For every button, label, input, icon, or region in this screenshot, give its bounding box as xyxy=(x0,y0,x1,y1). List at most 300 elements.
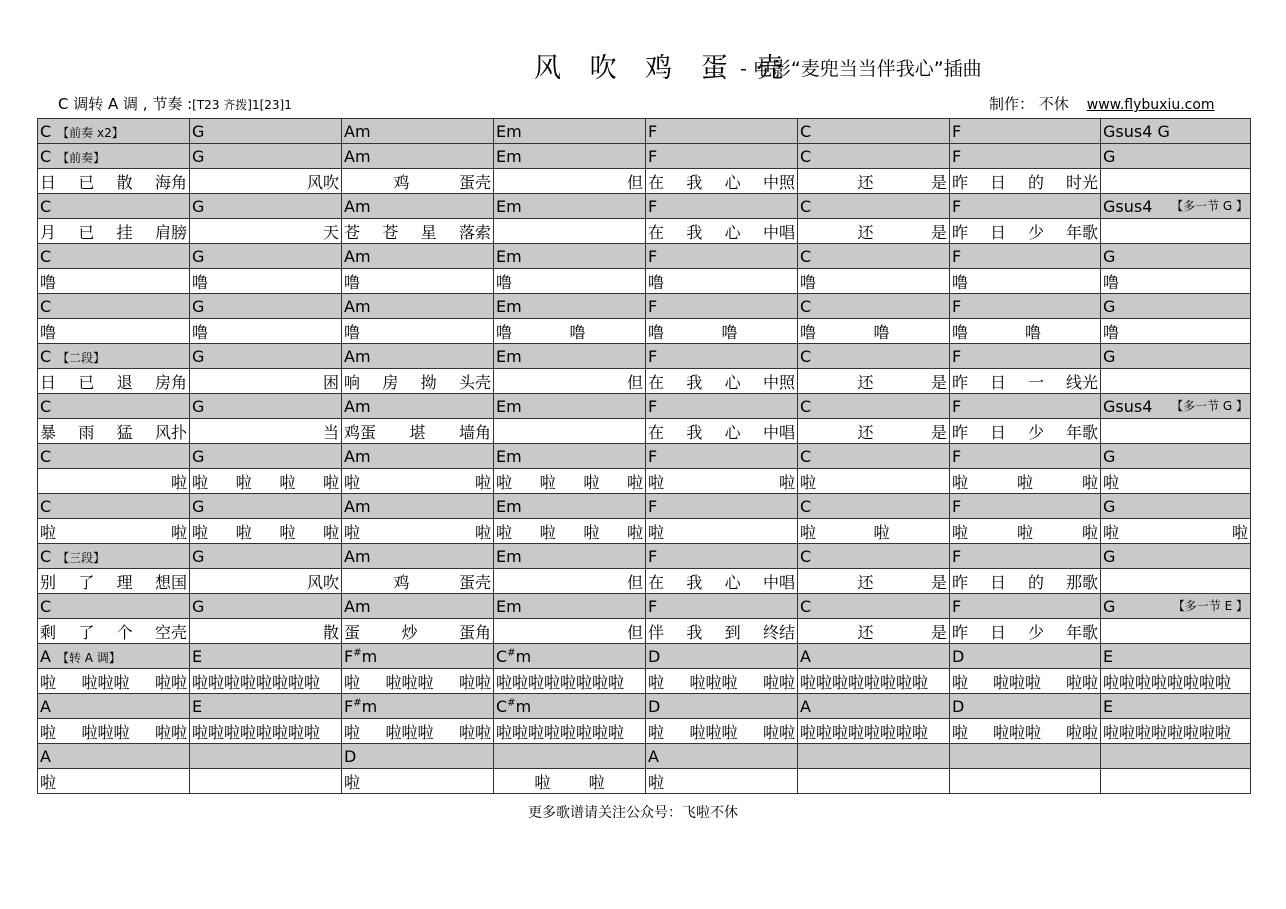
chord-cell xyxy=(646,294,798,319)
lyric-syllable: 啦 xyxy=(235,522,252,542)
lyric-syllable: 日 xyxy=(40,172,57,192)
rhythm-pattern: [T23 齐拨]1[23]1 xyxy=(192,98,292,112)
lyric-text xyxy=(648,670,795,693)
chord-name: F xyxy=(952,446,962,466)
lyric-syllable: 昨 xyxy=(952,372,969,392)
chord-cell xyxy=(38,194,190,219)
lyric-syllable: 啦 xyxy=(279,522,296,542)
chord-row xyxy=(38,294,1251,319)
lyric-syllable: 啦 xyxy=(322,522,339,542)
lyric-cell xyxy=(798,569,950,594)
lyric-cell xyxy=(38,769,190,794)
lyric-text xyxy=(952,620,1098,643)
website-link[interactable]: www.flybuxiu.com xyxy=(1086,97,1215,113)
chord-name: Am xyxy=(344,596,371,616)
lyric-syllable: 到 xyxy=(724,622,741,642)
lyric-text xyxy=(648,370,795,393)
lyric-text xyxy=(496,520,643,543)
lyric-syllable: 啦啦 xyxy=(458,722,491,742)
lyric-syllable: 线光 xyxy=(1065,372,1098,392)
chord-cell xyxy=(190,119,342,144)
chord-cell xyxy=(190,294,342,319)
lyric-cell xyxy=(1101,569,1251,594)
lyric-syllable: 啦 xyxy=(192,522,209,542)
lyric-syllable: 中唱 xyxy=(762,572,795,592)
lyric-syllable: 房角 xyxy=(154,372,187,392)
lyric-cell xyxy=(646,569,798,594)
lyric-text xyxy=(952,220,1098,243)
lyric-text xyxy=(344,670,491,693)
lyric-syllable: 散 xyxy=(116,172,133,192)
lyric-text xyxy=(344,420,491,443)
lyric-syllable: 但 xyxy=(626,622,643,642)
lyric-text xyxy=(648,520,795,543)
lyric-cell xyxy=(190,619,342,644)
chord-name: C xyxy=(800,346,812,366)
lyric-syllable: 堪 xyxy=(409,422,426,442)
lyric-syllable: 但 xyxy=(626,172,643,192)
chord-cell xyxy=(494,594,646,619)
lyric-cell xyxy=(646,419,798,444)
lyric-syllable: 困 xyxy=(322,372,339,392)
chord-cell xyxy=(1101,244,1251,269)
lyric-syllable: 啦 xyxy=(952,722,969,742)
chord-name: Em xyxy=(496,446,522,466)
chord-cell xyxy=(494,294,646,319)
chord-name: G xyxy=(192,596,205,616)
lyric-syllable: 啦 xyxy=(1103,522,1120,542)
lyric-cell xyxy=(798,219,950,244)
lyric-text xyxy=(648,270,795,293)
lyric-syllable: 啦 xyxy=(648,672,665,692)
chord-cell xyxy=(1101,494,1251,519)
chord-cell xyxy=(646,119,798,144)
lyric-row xyxy=(38,169,1251,194)
lyric-row xyxy=(38,669,1251,694)
chord-name: F xyxy=(952,596,962,616)
chord-name: Em xyxy=(496,396,522,416)
chord-cell xyxy=(646,644,798,669)
lyric-text xyxy=(952,370,1098,393)
lyric-syllable: 个 xyxy=(116,622,133,642)
lyric-syllable: 啦啦 xyxy=(154,672,187,692)
chord-cell xyxy=(342,294,494,319)
lyric-syllable: 在 xyxy=(648,422,665,442)
lyric-cell xyxy=(494,669,646,694)
chord-name: A xyxy=(40,646,51,666)
lyric-text xyxy=(344,170,491,193)
chord-name: Am xyxy=(344,146,371,166)
lyric-cell xyxy=(646,769,798,794)
chord-cell xyxy=(950,644,1101,669)
chord-name: F xyxy=(648,396,658,416)
lyric-syllable: 落索 xyxy=(458,222,491,242)
lyric-row xyxy=(38,219,1251,244)
lyric-cell xyxy=(798,319,950,344)
chord-name: F xyxy=(952,546,962,566)
chord-name: Am xyxy=(344,446,371,466)
lyric-text xyxy=(40,720,187,743)
chord-row xyxy=(38,594,1251,619)
lyric-syllable: 啦啦啦啦啦啦啦啦 xyxy=(800,672,929,692)
lyric-text xyxy=(648,420,795,443)
lyric-syllable: 鸡 xyxy=(393,572,410,592)
lyric-cell xyxy=(798,519,950,544)
lyric-syllable: 啦 xyxy=(235,472,252,492)
chord-cell xyxy=(646,744,798,769)
lyric-cell xyxy=(494,219,646,244)
lyric-text xyxy=(496,670,643,693)
lyric-text xyxy=(1103,270,1248,293)
lyric-cell xyxy=(190,419,342,444)
chord-name: Em xyxy=(496,146,522,166)
lyric-syllable: 噜 xyxy=(1103,272,1120,292)
lyric-syllable: 还 xyxy=(857,372,874,392)
lyric-text xyxy=(800,270,947,293)
chord-name: F xyxy=(952,296,962,316)
chord-cell xyxy=(494,544,646,569)
chord-cell xyxy=(1101,344,1251,369)
chord-cell xyxy=(190,394,342,419)
chord-name: D xyxy=(648,696,661,716)
chord-cell xyxy=(494,144,646,169)
lyric-syllable: 我 xyxy=(686,622,703,642)
lyric-cell xyxy=(190,669,342,694)
lyric-syllable: 噜 xyxy=(569,322,586,342)
chord-name: Am xyxy=(344,246,371,266)
song-title: 风 吹 鸡 蛋 壳 xyxy=(534,53,794,84)
lyric-cell xyxy=(646,669,798,694)
lyric-cell xyxy=(342,619,494,644)
lyric-syllable: 啦 xyxy=(1081,522,1098,542)
lyric-syllable: 噜 xyxy=(1025,322,1042,342)
chord-cell xyxy=(1101,194,1251,219)
lyric-text xyxy=(1103,320,1248,343)
chord-name: Gsus4 xyxy=(1103,196,1153,216)
lyric-text xyxy=(648,570,795,593)
lyric-text xyxy=(192,570,339,593)
chord-name: Em xyxy=(496,296,522,316)
lyric-syllable: 还 xyxy=(857,422,874,442)
lyric-cell xyxy=(342,419,494,444)
lyric-cell xyxy=(798,419,950,444)
chord-cell xyxy=(950,144,1101,169)
lyric-syllable: 日 xyxy=(989,422,1006,442)
chord-name: C xyxy=(40,246,52,266)
lyric-text xyxy=(344,370,491,393)
chord-name: G xyxy=(192,196,205,216)
lyric-cell xyxy=(342,219,494,244)
lyric-text xyxy=(952,570,1098,593)
lyric-syllable: 啦 xyxy=(170,472,187,492)
lyric-cell xyxy=(190,569,342,594)
lyric-row xyxy=(38,469,1251,494)
footer-note: 更多歌谱请关注公众号：飞啦不休 xyxy=(528,805,738,821)
lyric-text xyxy=(496,320,643,343)
lyric-text xyxy=(344,270,491,293)
lyric-row xyxy=(38,519,1251,544)
lyric-syllable: 风扑 xyxy=(154,422,187,442)
chord-cell xyxy=(494,744,646,769)
lyric-syllable: 啦 xyxy=(170,522,187,542)
lyric-syllable: 啦 xyxy=(952,522,969,542)
lyric-cell xyxy=(342,469,494,494)
lyric-cell xyxy=(38,669,190,694)
extra-bar-note: 【多一节 E 】 xyxy=(1172,598,1248,613)
lyric-text xyxy=(1103,720,1248,743)
lyric-syllable: 啦 xyxy=(583,522,600,542)
lyric-text xyxy=(344,220,491,243)
chord-cell xyxy=(342,194,494,219)
lyric-row xyxy=(38,369,1251,394)
lyric-row xyxy=(38,619,1251,644)
lyric-text xyxy=(344,470,491,493)
chord-name: C xyxy=(800,296,812,316)
lyric-cell xyxy=(38,469,190,494)
lyric-text xyxy=(192,220,339,243)
lyric-syllable: 啦啦啦 xyxy=(992,722,1041,742)
lyric-syllable: 啦 xyxy=(626,522,643,542)
lyric-syllable: 肩膀 xyxy=(154,222,187,242)
lyric-syllable: 啦啦啦 xyxy=(385,672,434,692)
lyric-text xyxy=(800,720,947,743)
chord-cell xyxy=(950,594,1101,619)
lyric-syllable: 我 xyxy=(686,222,703,242)
lyric-syllable: 啦啦 xyxy=(762,722,795,742)
lyric-syllable: 日 xyxy=(40,372,57,392)
chord-name: E xyxy=(192,646,203,666)
chord-cell xyxy=(798,144,950,169)
chord-cell xyxy=(38,444,190,469)
chord-cell xyxy=(646,194,798,219)
lyric-syllable: 是 xyxy=(930,622,947,642)
lyric-cell xyxy=(950,769,1101,794)
lyric-syllable: 噜 xyxy=(648,322,665,342)
chord-cell xyxy=(38,494,190,519)
lyric-syllable: 昨 xyxy=(952,572,969,592)
lyric-text xyxy=(496,570,643,593)
chord-name: F xyxy=(952,496,962,516)
chord-cell xyxy=(38,594,190,619)
lyric-syllable: 啦 xyxy=(322,472,339,492)
lyric-cell xyxy=(190,269,342,294)
chord-cell xyxy=(798,119,950,144)
lyric-syllable: 海角 xyxy=(154,172,187,192)
lyric-syllable: 啦 xyxy=(626,472,643,492)
lyric-cell xyxy=(494,419,646,444)
extra-bar-note: 【多一节 G 】 xyxy=(1171,198,1248,213)
lyric-syllable: 啦啦 xyxy=(1065,672,1098,692)
lyric-text xyxy=(40,670,187,693)
chord-name: F xyxy=(952,396,962,416)
lyric-syllable: 伴 xyxy=(648,622,665,642)
lyric-cell xyxy=(342,769,494,794)
chord-name: G xyxy=(1103,596,1116,616)
lyric-syllable: 啦 xyxy=(778,472,795,492)
lyric-cell xyxy=(798,369,950,394)
chord-name: F#m xyxy=(344,646,378,666)
lyric-syllable: 鸡 xyxy=(393,172,410,192)
section-marker: 【前奏 x2】 xyxy=(57,125,124,140)
lyric-cell xyxy=(646,519,798,544)
lyric-text xyxy=(496,470,643,493)
chord-name: F xyxy=(648,496,658,516)
lyric-syllable: 风吹 xyxy=(306,172,339,192)
lyric-text xyxy=(800,470,947,493)
author-info xyxy=(989,93,1215,114)
lyric-cell xyxy=(342,319,494,344)
chord-name: G xyxy=(192,296,205,316)
lyric-text xyxy=(800,220,947,243)
chord-cell xyxy=(798,594,950,619)
lyric-syllable: 啦 xyxy=(952,672,969,692)
chord-name: D xyxy=(648,646,661,666)
lyric-syllable: 少 xyxy=(1027,422,1044,442)
chord-cell xyxy=(1101,144,1251,169)
lyric-cell xyxy=(646,219,798,244)
lyric-text xyxy=(344,720,491,743)
chord-row xyxy=(38,444,1251,469)
author: 制作： 不休 xyxy=(989,95,1069,113)
lyric-row xyxy=(38,569,1251,594)
chord-name: F xyxy=(952,246,962,266)
song-subtitle: - 电影“麦兜当当伴我心”插曲 xyxy=(740,58,982,80)
chord-cell xyxy=(646,694,798,719)
lyric-cell xyxy=(950,469,1101,494)
lyric-syllable: 啦啦 xyxy=(762,672,795,692)
chord-cell xyxy=(342,744,494,769)
section-marker: 【三段】 xyxy=(57,550,106,565)
lyric-cell xyxy=(38,369,190,394)
lyric-syllable: 在 xyxy=(648,572,665,592)
lyric-syllable: 年歌 xyxy=(1065,222,1098,242)
lyric-text xyxy=(952,520,1098,543)
lyric-syllable: 在 xyxy=(648,372,665,392)
lyric-syllable: 啦 xyxy=(873,522,890,542)
chord-name: D xyxy=(952,696,965,716)
lyric-text xyxy=(40,370,187,393)
lyric-syllable: 啦啦啦 xyxy=(81,672,130,692)
lyric-syllable: 的 xyxy=(1027,172,1044,192)
chord-name: F xyxy=(952,196,962,216)
chord-cell xyxy=(190,644,342,669)
chord-cell xyxy=(190,744,342,769)
lyric-syllable: 啦啦 xyxy=(458,672,491,692)
chord-cell xyxy=(342,644,494,669)
lyric-syllable: 我 xyxy=(686,572,703,592)
chord-name: F xyxy=(952,121,962,141)
lyric-syllable: 还 xyxy=(857,222,874,242)
lyric-syllable: 啦 xyxy=(952,472,969,492)
chord-cell xyxy=(950,119,1101,144)
lyric-syllable: 了 xyxy=(78,572,95,592)
chord-name: D xyxy=(344,746,357,766)
lyric-syllable: 噜 xyxy=(192,322,209,342)
lyric-text xyxy=(192,470,339,493)
chord-name: Am xyxy=(344,546,371,566)
lyric-syllable: 啦 xyxy=(474,472,491,492)
lyric-syllable: 噜 xyxy=(40,272,57,292)
lyric-syllable: 在 xyxy=(648,222,665,242)
lyric-syllable: 炒 xyxy=(401,622,418,642)
lyric-text xyxy=(344,570,491,593)
lyric-text xyxy=(648,170,795,193)
lyric-syllable: 苍 xyxy=(344,222,361,242)
lyric-syllable: 噜 xyxy=(952,322,969,342)
lyric-cell xyxy=(798,169,950,194)
chord-cell xyxy=(494,444,646,469)
chord-row xyxy=(38,144,1251,169)
chord-cell xyxy=(38,294,190,319)
lyric-syllable: 啦 xyxy=(534,772,551,792)
lyric-cell xyxy=(950,319,1101,344)
chord-cell xyxy=(646,244,798,269)
chord-name: G xyxy=(1103,546,1116,566)
lyric-syllable: 日 xyxy=(989,372,1006,392)
chord-name: G xyxy=(192,546,205,566)
chord-cell xyxy=(494,694,646,719)
lyric-text xyxy=(40,420,187,443)
lyric-cell xyxy=(798,619,950,644)
lyric-syllable: 想国 xyxy=(154,572,187,592)
chord-cell xyxy=(494,344,646,369)
chord-name: Am xyxy=(344,496,371,516)
lyric-syllable: 蛋 xyxy=(344,622,361,642)
lyric-text xyxy=(648,770,795,793)
chord-row xyxy=(38,694,1251,719)
chord-cell xyxy=(190,194,342,219)
lyric-syllable: 剩 xyxy=(40,622,57,642)
lyric-cell xyxy=(646,369,798,394)
lyric-syllable: 啦啦啦 xyxy=(689,672,738,692)
chord-name: C xyxy=(40,296,52,316)
lyric-syllable: 日 xyxy=(989,222,1006,242)
lyric-syllable: 啦啦啦啦啦啦啦啦 xyxy=(192,672,321,692)
lyric-cell xyxy=(646,269,798,294)
lyric-text xyxy=(952,170,1098,193)
lyric-syllable: 啦 xyxy=(583,472,600,492)
lyric-cell xyxy=(38,269,190,294)
chord-name: G xyxy=(192,446,205,466)
lyric-syllable: 啦 xyxy=(648,772,665,792)
lyric-row xyxy=(38,319,1251,344)
chord-cell xyxy=(950,344,1101,369)
lyric-syllable: 年歌 xyxy=(1065,422,1098,442)
chord-row xyxy=(38,494,1251,519)
lyric-cell xyxy=(950,419,1101,444)
lyric-text xyxy=(800,520,947,543)
chord-name: G xyxy=(1103,346,1116,366)
lyric-syllable: 墙角 xyxy=(458,422,491,442)
chord-name: C xyxy=(800,196,812,216)
chord-name: F#m xyxy=(344,696,378,716)
chord-name: C xyxy=(40,496,52,516)
lyric-cell xyxy=(1101,769,1251,794)
lyric-cell xyxy=(1101,169,1251,194)
lyric-cell xyxy=(950,519,1101,544)
lyric-syllable: 天 xyxy=(322,222,339,242)
chord-cell xyxy=(190,344,342,369)
chord-cell xyxy=(798,544,950,569)
chord-sheet-table xyxy=(37,118,1251,794)
chord-row xyxy=(38,344,1251,369)
lyric-text xyxy=(952,320,1098,343)
lyric-cell xyxy=(494,369,646,394)
lyric-syllable: 我 xyxy=(686,372,703,392)
lyric-cell xyxy=(1101,419,1251,444)
lyric-syllable: 月 xyxy=(40,222,57,242)
lyric-syllable: 蛋壳 xyxy=(458,572,491,592)
